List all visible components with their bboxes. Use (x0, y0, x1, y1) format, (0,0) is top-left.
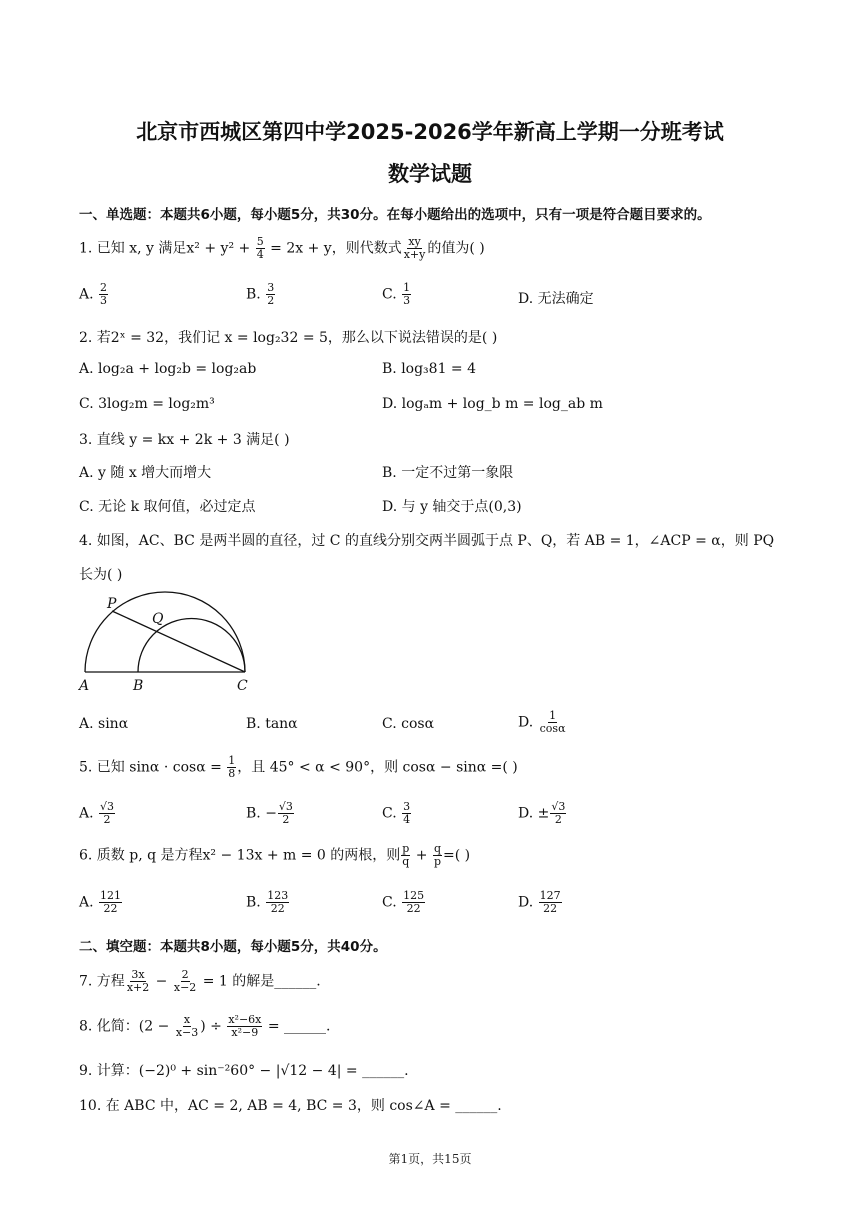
question-6: 6. 质数 p, q 是方程x² − 13x + m = 0 的两根，则 $\frac{p}{q}$ + $\frac{q}{p}$ =( ) (79, 842, 471, 868)
q1-option-c: C. $\frac{1}{3}$ (382, 281, 411, 307)
question-2: 2. 若2ˣ = 32，我们记 x = log₂32 = 5，那么以下说法错误的是( ) (79, 330, 498, 346)
question-3: 3. 直线 y = kx + 2k + 3 满足( ) (79, 432, 290, 448)
question-4: 4. 如图，AC、BC 是两半圆的直径，过 C 的直线分别交两半圆弧于点 P、Q，若 AB = 1，∠ACP = α，则 PQ (79, 533, 775, 549)
q2-option-b: B. log₃81 = 4 (382, 361, 477, 377)
q3-option-a: A. y 随 x 增大而增大 (79, 465, 212, 481)
page-subtitle: 数学试题 (388, 162, 472, 186)
fraction: $\frac{xy}{x+y}$ (403, 235, 426, 261)
q4-option-a: A. sinα (79, 716, 129, 732)
label-q: Q (152, 611, 164, 627)
label-b: B (133, 678, 144, 694)
question-10: 10. 在 ABC 中，AC = 2, AB = 4, BC = 3，则 cos∠A = ______. (79, 1098, 502, 1114)
page-title: 北京市西城区第四中学2025-2026学年新高上学期一分班考试 (136, 120, 724, 144)
q3-option-b: B. 一定不过第一象限 (382, 465, 514, 481)
semicircle-figure (70, 590, 270, 700)
q1-option-d: D. 无法确定 (518, 291, 594, 307)
fraction: $\frac{5}{4}$ (256, 235, 264, 261)
question-9: 9. 计算：(−2)⁰ + sin⁻²60° − |√12 − 4| = ______. (79, 1063, 409, 1079)
label-p: P (107, 596, 117, 612)
page-footer: 第1页，共15页 (388, 1152, 472, 1166)
q2-option-c: C. 3log₂m = log₂m³ (79, 396, 215, 412)
q5-option-d: D. ± $\frac{√3}{2}$ (518, 800, 566, 826)
section-heading-single-choice: 一、单选题：本题共6小题，每小题5分，共30分。在每小题给出的选项中，只有一项是符合题目要求的。 (79, 207, 711, 223)
q1-option-b: B. $\frac{3}{2}$ (246, 281, 275, 307)
q4-option-b: B. tanα (246, 716, 298, 732)
question-7: 7. 方程 $\frac{3x}{x+2}$ − $\frac{2}{x-2}$ = 1 的解是______. (79, 968, 321, 994)
q6-option-b: B. $\frac{123}{22}$ (246, 889, 289, 915)
q5-option-c: C. $\frac{3}{4}$ (382, 800, 411, 826)
q5-option-a: A. $\frac{√3}{2}$ (79, 800, 115, 826)
question-5: 5. 已知 sinα · cosα = $\frac{1}{8}$ ，且 45° < α < 90°，则 cosα − sinα =( ) (79, 754, 518, 780)
question-8: 8. 化简：(2 − $\frac{x}{x-3}$ ) ÷ $\frac{\text{x²−6x}}{\text{x²−9}}$ = ______. (79, 1013, 331, 1039)
q2-option-d: D. logₐm + log_b m = log_ab m (382, 396, 603, 412)
q3-option-c: C. 无论 k 取何值，必过定点 (79, 499, 256, 515)
q3-option-d: D. 与 y 轴交于点(0,3) (382, 499, 522, 515)
q1-option-a: A. $\frac{2}{3}$ (79, 281, 108, 307)
question-4-continued: 长为( ) (79, 567, 123, 583)
q2-option-a: A. log₂a + log₂b = log₂ab (79, 361, 257, 377)
q6-option-d: D. $\frac{127}{22}$ (518, 889, 561, 915)
question-1: 1. 已知 x, y 满足x² + y² + $\frac{5}{4}$ = 2x + y，则代数式 $\frac{xy}{x+y}$ 的值为( ) (79, 235, 485, 261)
q5-option-b: B. − $\frac{√3}{2}$ (246, 800, 293, 826)
q4-option-c: C. cosα (382, 716, 435, 732)
label-c: C (237, 678, 248, 694)
q6-option-a: A. $\frac{121}{22}$ (79, 889, 122, 915)
q6-option-c: C. $\frac{125}{22}$ (382, 889, 425, 915)
section-heading-fill-blank: 二、填空题：本题共8小题，每小题5分，共40分。 (79, 939, 387, 955)
label-a: A (79, 678, 90, 694)
q4-option-d: D. $\frac{1}{\cos\alpha}$ (518, 709, 566, 735)
